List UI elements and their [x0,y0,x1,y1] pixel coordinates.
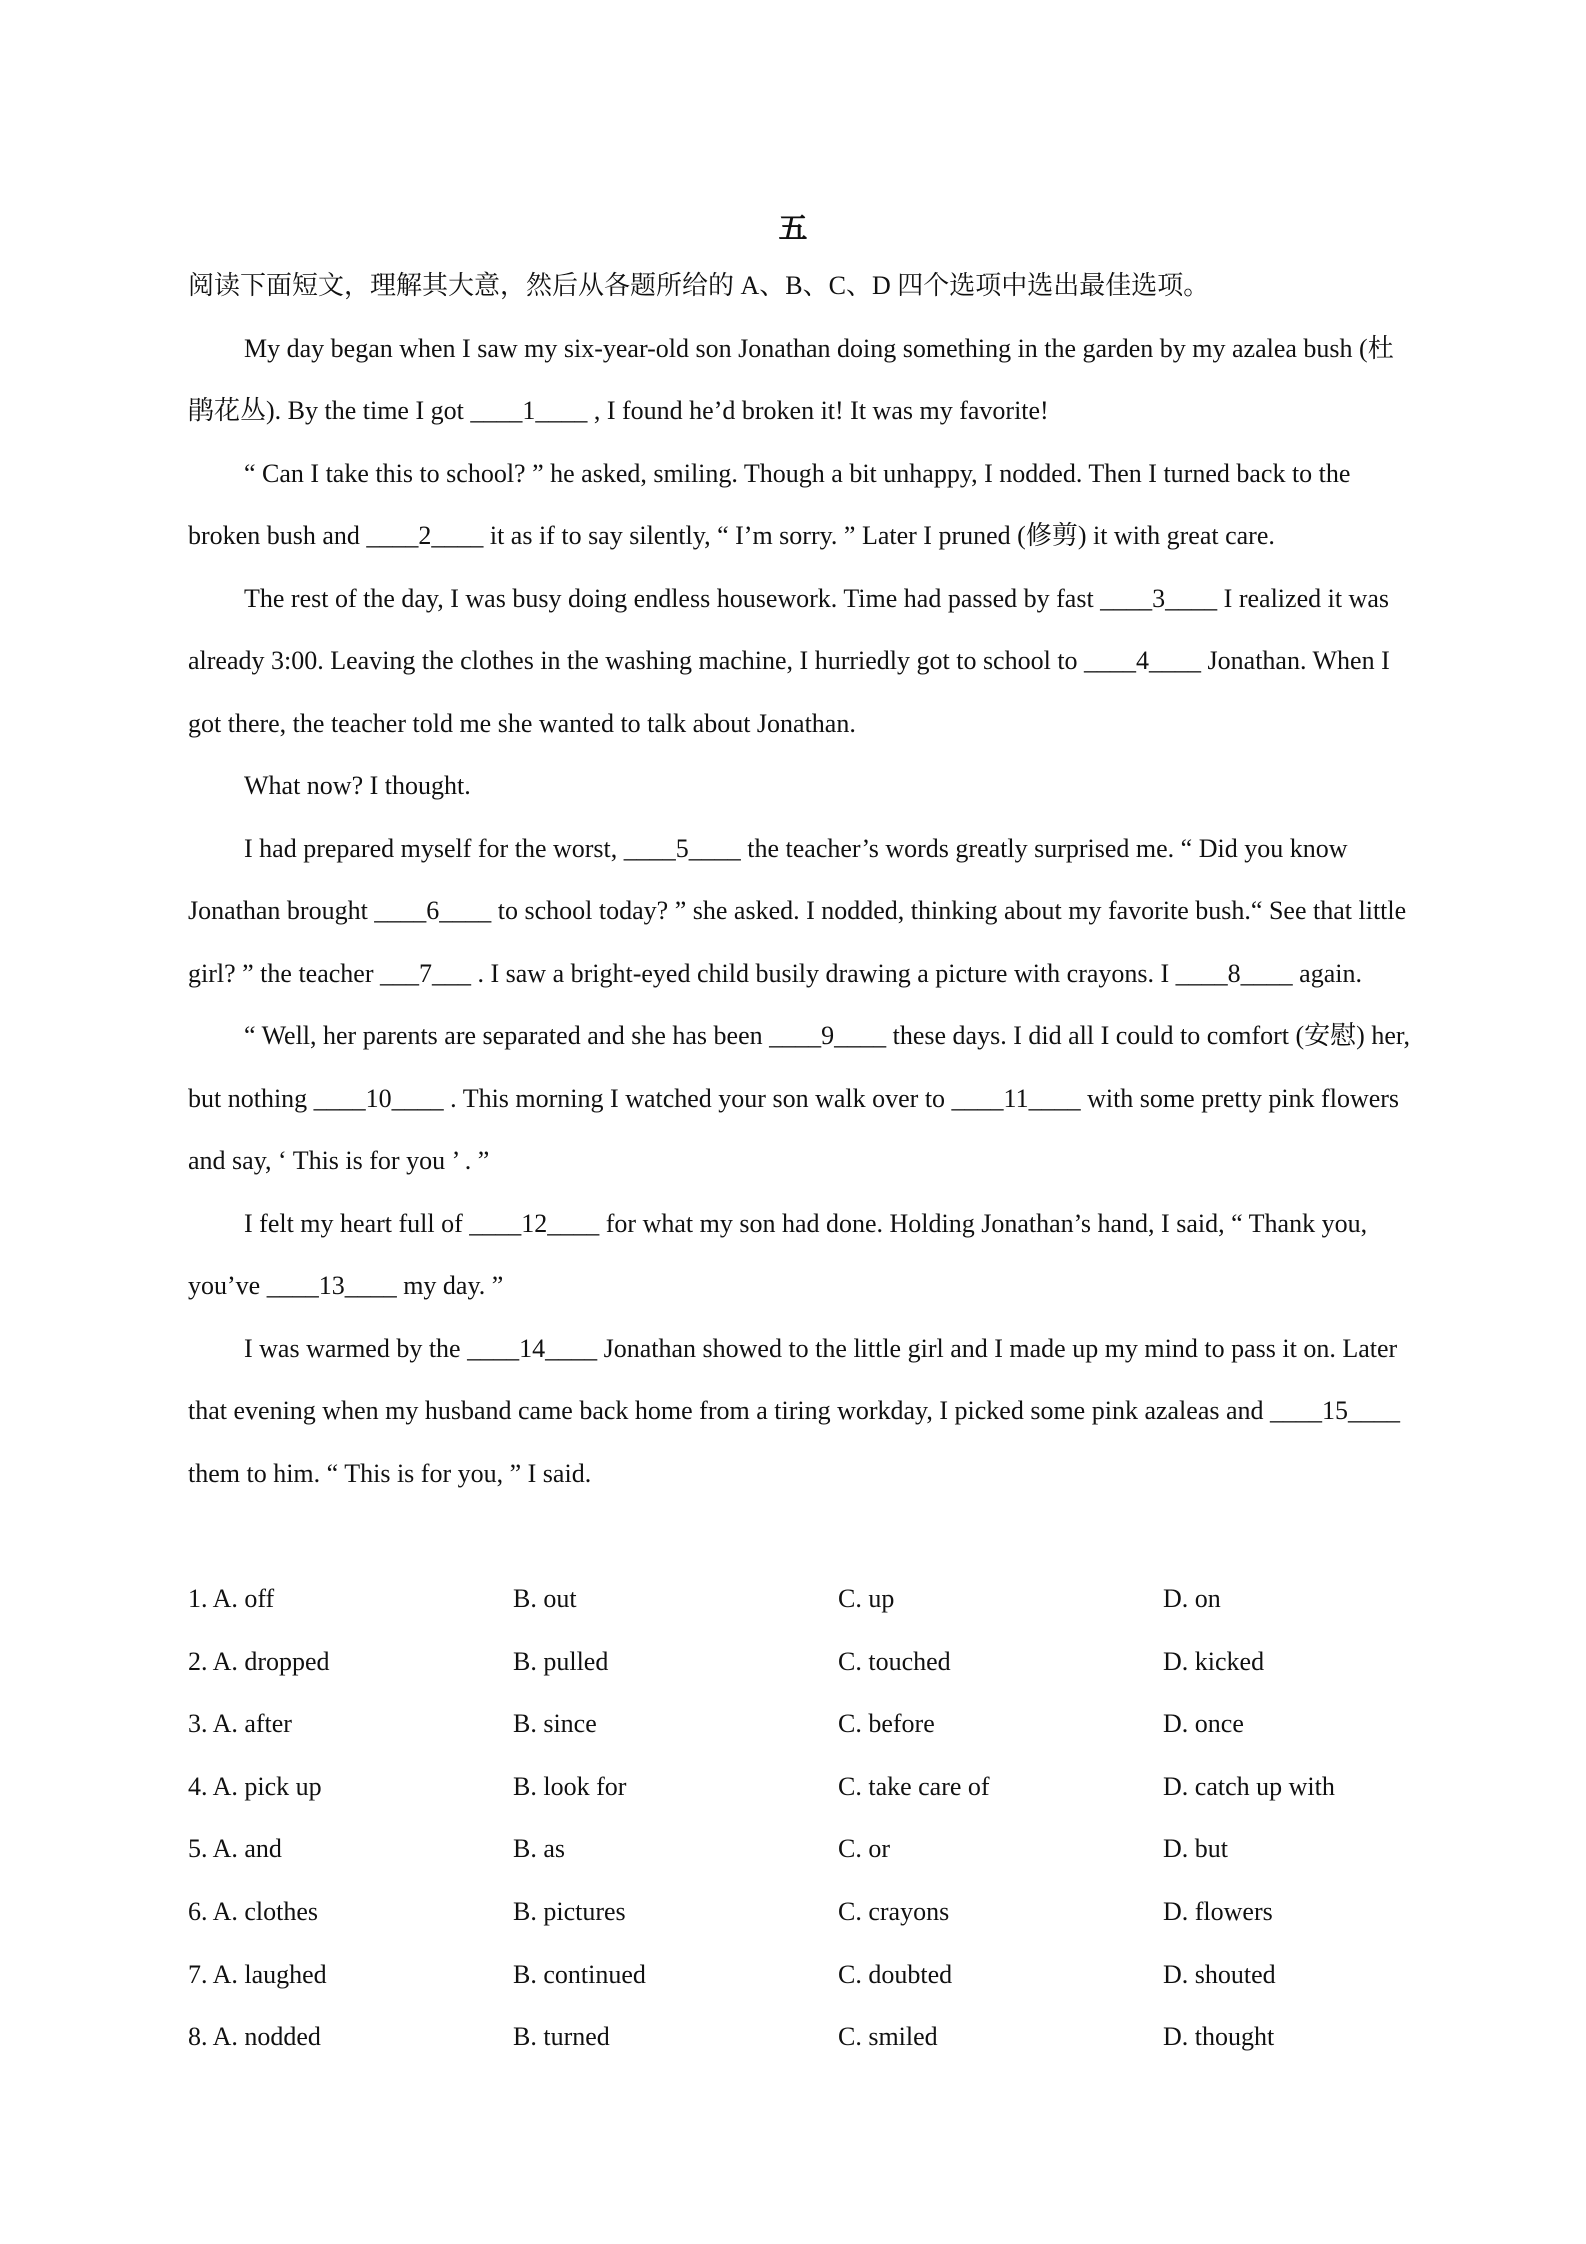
question-row [188,1568,1488,1631]
question-row [188,1756,1488,1819]
option-c: C. touched [838,1646,951,1676]
option-d: D. once [1163,1709,1244,1739]
question-row [188,1944,1488,2007]
option-d: D. on [1163,1584,1221,1613]
section-title: 五 [778,213,808,245]
option-b: B. pictures [513,1896,626,1926]
option-b: B. look for [513,1771,627,1801]
paragraph: “ Well, her parents are separated and she has been ____9____ these days. I did all I could to comfort (安慰) her, but nothing ____10____ . This morning I watched your son walk over to ____11____ with some pretty pink flowers and say, ‘ This is for you ’ . ” [188,1021,1411,1175]
question-row [188,2006,1488,2069]
option-c: C. before [838,1709,935,1739]
option-d: D. kicked [1163,1646,1265,1676]
paragraph: The rest of the day, I was busy doing endless housework. Time had passed by fast ____3____ I realized it was already 3:00. Leaving the clothes in the washing machine, I hurriedly got to school to ____4____ Jonathan. When I got there, the teacher told me she wanted to talk about Jonathan. [188,583,1390,738]
passage [188,255,1414,1505]
option-c: C. up [838,1584,895,1613]
option-b: B. as [513,1834,565,1864]
option-a: 8. A. nodded [188,2022,321,2052]
option-a: 6. A. clothes [188,1896,318,1926]
paragraph: I was warmed by the ____14____ Jonathan showed to the little girl and I made up my mind to pass it on. Later that evening when my husband came back home from a tiring workday, I picked some pink azaleas and ____15____ them to him. “ This is for you, ” I said. [188,1333,1401,1488]
option-d: D. thought [1163,2022,1275,2052]
question-row [188,1693,1488,1756]
option-d: D. shouted [1163,1959,1276,1989]
option-c: C. or [838,1834,890,1864]
option-d: D. flowers [1163,1896,1273,1926]
option-b: B. continued [513,1959,646,1989]
option-c: C. smiled [838,2022,938,2052]
paragraph: What now? I thought. [244,771,471,800]
option-c: C. crayons [838,1896,950,1926]
option-a: 1. A. off [188,1584,275,1613]
option-a: 5. A. and [188,1834,282,1864]
option-b: B. out [513,1584,577,1613]
option-d: D. but [1163,1834,1228,1864]
question-row [188,1881,1488,1944]
question-options [188,1568,1488,2069]
paragraph: I had prepared myself for the worst, ____5____ the teacher’s words greatly surprised me. “ Did you know Jonathan brought ____6____ to school today? ” she asked. I nodded, thinking about my favorite bush.“ See that little girl? ” the teacher ___7___ . I saw a bright-eyed child busily drawing a picture with crayons. I ____8____ again. [188,833,1407,988]
option-a: 3. A. after [188,1709,292,1739]
option-a: 2. A. dropped [188,1646,330,1676]
paragraph: I felt my heart full of ____12____ for what my son had done. Holding Jonathan’s hand, I said, “ Thank you, you’ve ____13____ my day. ” [188,1208,1368,1300]
question-row [188,1818,1488,1881]
paragraph: “ Can I take this to school? ” he asked, smiling. Though a bit unhappy, I nodded. Then I turned back to the broken bush and ____2____ it as if to say silently, “ I’m sorry. ” Later I pruned (修剪) it with great care. [188,458,1351,550]
option-c: C. doubted [838,1959,953,1989]
instruction-text: 阅读下面短文，理解其大意，然后从各题所给的 A、B、C、D 四个选项中选出最佳选项。 [188,271,1210,300]
option-a: 7. A. laughed [188,1959,327,1989]
option-b: B. turned [513,2022,610,2052]
option-b: B. since [513,1709,597,1739]
option-c: C. take care of [838,1771,990,1801]
option-d: D. catch up with [1163,1771,1335,1801]
option-a: 4. A. pick up [188,1771,322,1801]
paragraph: My day began when I saw my six-year-old son Jonathan doing something in the garden by my azalea bush (杜鹃花丛). By the time I got ____1____ , I found he’d broken it! It was my favorite! [188,333,1394,425]
option-b: B. pulled [513,1646,609,1676]
question-row [188,1631,1488,1694]
